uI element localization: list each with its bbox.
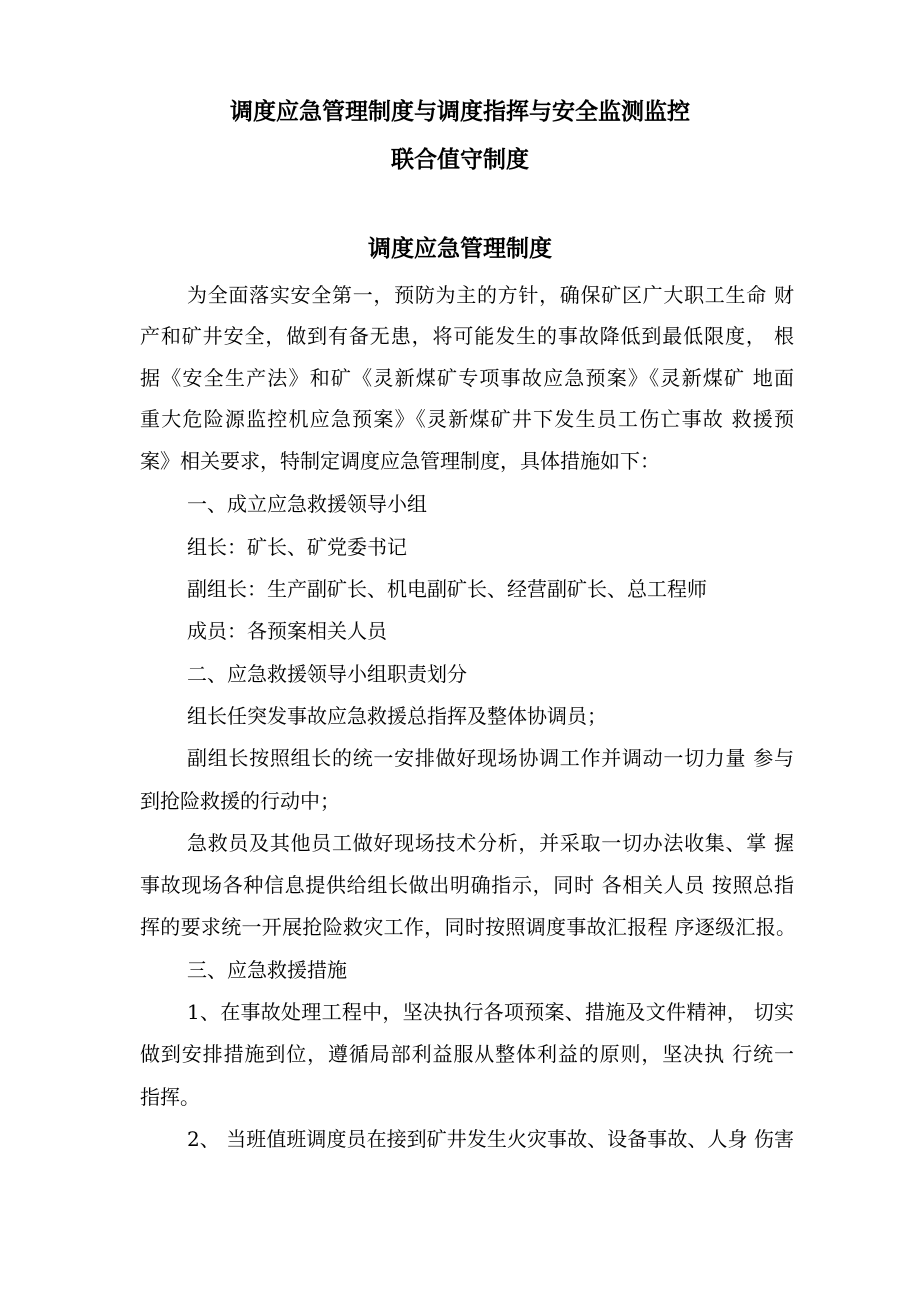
paragraph-line: 到抢险救援的行动中； — [140, 789, 340, 813]
paragraph-line: 急救员及其他员工做好现场技术分析，并采取一切办法收集、掌 握 — [187, 831, 794, 855]
paragraph-line: 据《安全生产法》和矿《灵新煤矿专项事故应急预案》《灵新煤矿 地面 — [140, 366, 794, 390]
paragraph-line: 副组长：生产副矿长、机电副矿长、经营副矿长、总工程师 — [187, 577, 707, 601]
document-title-line-2: 联合值守制度 — [391, 147, 529, 173]
paragraph-line: 组长：矿长、矿党委书记 — [187, 535, 407, 559]
paragraph-line: 为全面落实安全第一，预防为主的方针，确保矿区广大职工生命 财 — [187, 283, 794, 307]
paragraph-line: 组长任突发事故应急救援总指挥及整体协调员； — [187, 704, 607, 728]
paragraph-line: 指挥。 — [140, 1085, 200, 1109]
paragraph-line: 事故现场各种信息提供给组长做出明确指示，同时 各相关人员 按照总指 — [140, 873, 794, 897]
section-item-heading: 三、应急救援措施 — [187, 958, 347, 982]
paragraph-line: 案》相关要求，特制定调度应急管理制度，具体措施如下： — [140, 449, 660, 473]
paragraph-line: 做到安排措施到位，遵循局部利益服从整体利益的原则，坚决执 行统一 — [140, 1042, 794, 1066]
paragraph-line: 副组长按照组长的统一安排做好现场协调工作并调动一切力量 参与 — [187, 746, 794, 770]
paragraph-line: 产和矿井安全，做到有备无患，将可能发生的事故降低到最低限度， 根 — [140, 324, 794, 348]
paragraph-line: 重大危险源监控机应急预案》《灵新煤矿井下发生员工伤亡事故 救援预 — [140, 407, 794, 431]
section-heading: 调度应急管理制度 — [368, 236, 552, 262]
paragraph-line: 2、 当班值班调度员在接到矿井发生火灾事故、设备事故、人身 伤害 — [187, 1127, 794, 1151]
section-item-heading: 一、成立应急救援领导小组 — [187, 492, 427, 516]
paragraph-line: 成员：各预案相关人员 — [187, 619, 387, 643]
paragraph-line: 挥的要求统一开展抢险救灾工作，同时按照调度事故汇报程 序逐级汇报。 — [140, 915, 796, 939]
paragraph-line: 1、在事故处理工程中，坚决执行各项预案、措施及文件精神， 切实 — [187, 1000, 794, 1024]
section-item-heading: 二、应急救援领导小组职责划分 — [187, 662, 467, 686]
document-title-line-1: 调度应急管理制度与调度指挥与安全监测监控 — [230, 99, 690, 125]
